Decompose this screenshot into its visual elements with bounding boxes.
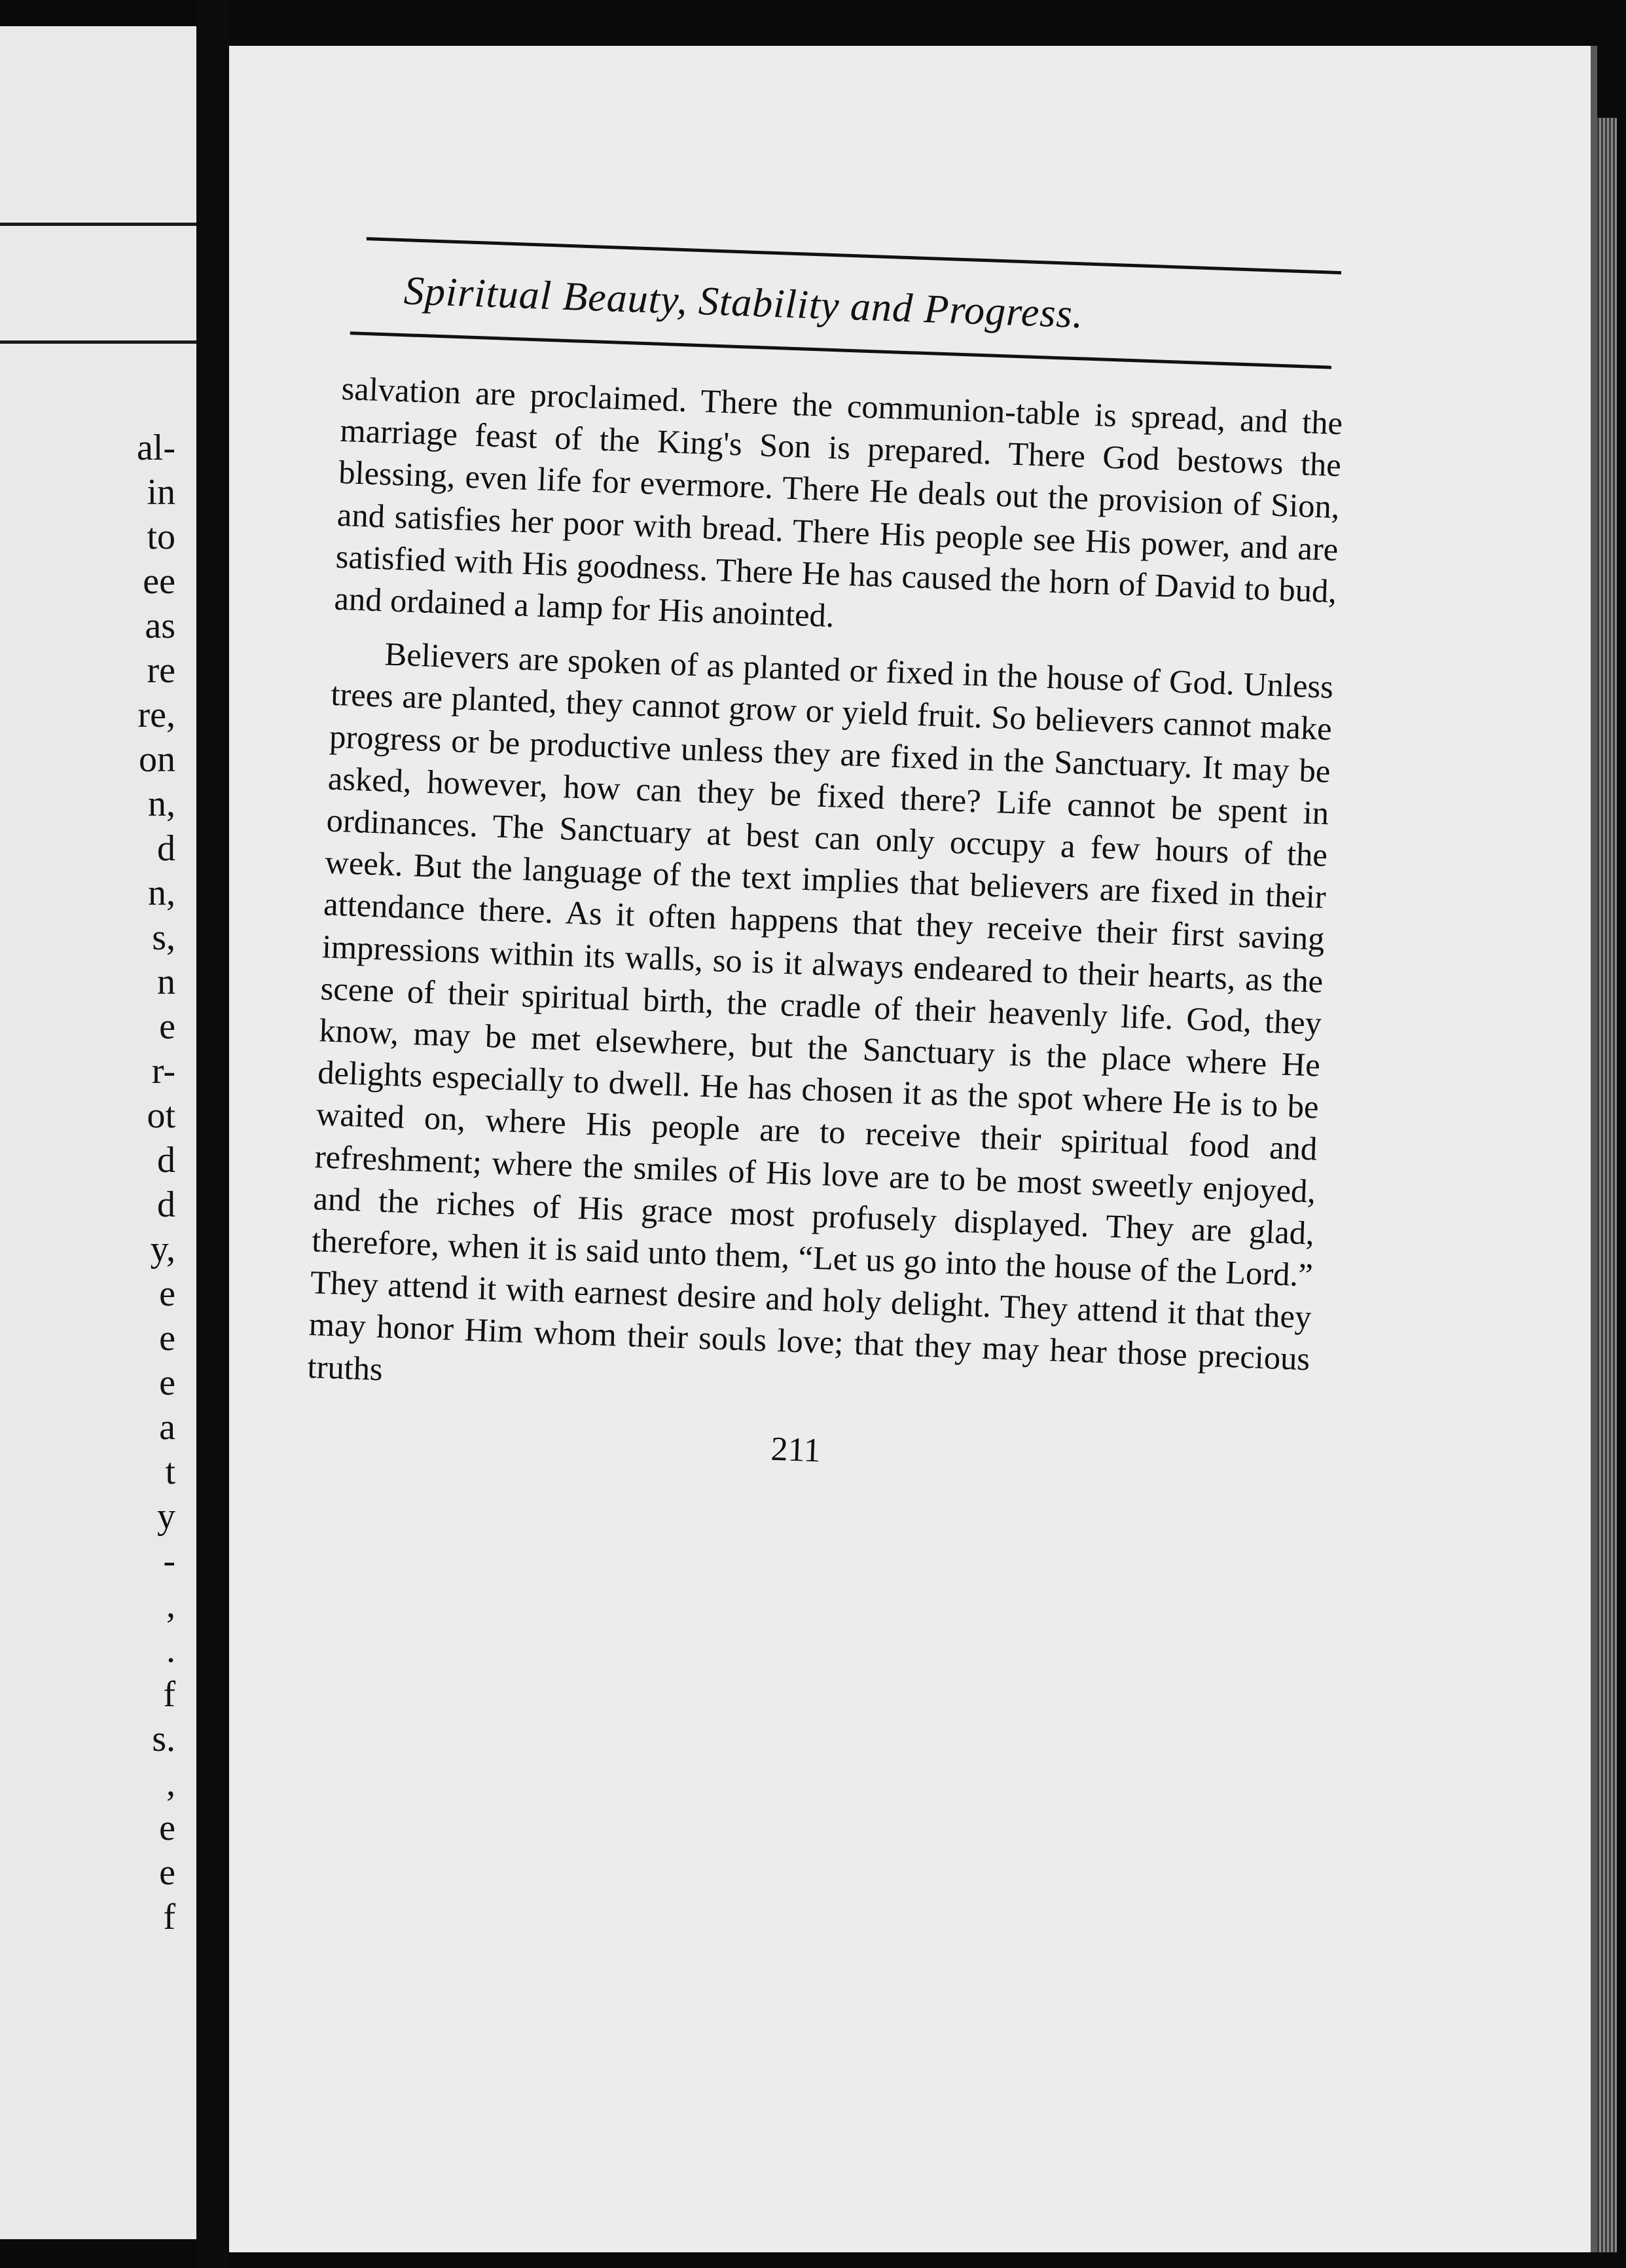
previous-page-fragment: n, <box>148 873 175 913</box>
previous-page-fragment: as <box>145 606 175 646</box>
previous-page-fragment: re, <box>137 695 175 735</box>
page-number: 211 <box>770 1430 822 1470</box>
previous-page-fragment: r- <box>151 1051 175 1091</box>
page-content <box>285 236 1348 1488</box>
previous-page-fragment: s, <box>152 917 175 958</box>
previous-page-strip <box>0 26 196 2239</box>
body-text <box>287 367 1343 1422</box>
page-edges <box>1597 118 1617 2252</box>
previous-page-fragment: al- <box>136 428 175 468</box>
previous-page-fragment: , <box>166 1763 175 1804</box>
previous-page-fragment: e <box>159 1006 175 1047</box>
running-head: Spiritual Beauty, Stability and Progress. <box>403 268 1085 337</box>
previous-page-line-endings <box>71 426 175 1939</box>
paragraph-believers: Believers are spoken of as planted or fixed in the house of God. Unless trees are planted, they cannot grow or yield fruit. So believers cannot make progress or be productive unless they are fixed in the Sanctuary. It may be asked, however, how can they be fixed there? Life cannot be spent in ordinances. The Sanctuary at best can only occupy a few hours of the week. But the language of the text implies that believers are fixed in their attendance there. As it often happens that they receive their first saving impressions within its walls, so is it always endeared to their hearts, as the scene of their spiritual birth, the cradle of their heavenly life. God, they know, may be met elsewhere, but the Sanctuary is the place where He delights especially to dwell. He has chosen it as the spot where He is to be waited on, where His people are to receive their spiritual food and refreshment; where the smiles of His love are to be most sweetly enjoyed, and the riches of His grace most profusely displayed. They are glad, therefore, when it is said unto them, “Let us go into the house of the Lord.” They attend it with earnest desire and holy delight. They attend it that they may honor Him whom their souls love; that they may hear those precious truths <box>306 635 1334 1387</box>
previous-page-fragment: f <box>163 1674 175 1715</box>
paragraph-continuation: salvation are proclaimed. There the communion-table is spread, and the marriage feast of the King's Son is prepared. There God bestows the blessing, even life for evermore. There He deals out the provision of Sion, and satisfies her poor with bread. There His people see His power, and are satisfied with His goodness. There He has caused the horn of David to bud, and ordained a lamp for His anointed. <box>333 369 1343 634</box>
previous-page-fragment: d <box>157 1140 175 1180</box>
previous-page-fragment: e <box>159 1363 175 1403</box>
previous-page-fragment: to <box>147 517 175 557</box>
previous-page-fragment: d <box>157 1184 175 1225</box>
previous-page-fragment: on <box>139 739 175 780</box>
previous-page-fragment: y <box>157 1496 175 1537</box>
previous-page-fragment: . <box>166 1630 175 1670</box>
previous-page-fragment: f <box>163 1897 175 1937</box>
previous-page-fragment: re <box>147 650 175 691</box>
previous-page-rule-top <box>0 223 196 226</box>
previous-page-fragment: ot <box>147 1095 175 1136</box>
previous-page-fragment: n, <box>148 784 175 824</box>
previous-page-fragment: - <box>163 1541 175 1581</box>
previous-page-fragment: e <box>159 1852 175 1893</box>
previous-page-fragment: d <box>157 828 175 869</box>
previous-page-fragment: e <box>159 1273 175 1314</box>
previous-page-fragment: t <box>165 1452 175 1492</box>
previous-page-fragment: ee <box>143 561 175 602</box>
previous-page-fragment: s. <box>152 1719 175 1759</box>
previous-page-fragment: n <box>157 962 175 1002</box>
previous-page-fragment: e <box>159 1318 175 1359</box>
book-gutter <box>196 0 229 2268</box>
previous-page-fragment: a <box>159 1407 175 1448</box>
previous-page-fragment: y, <box>150 1229 175 1270</box>
previous-page-fragment: e <box>159 1808 175 1848</box>
previous-page-rule-bottom <box>0 340 196 344</box>
previous-page-fragment: in <box>147 472 175 513</box>
previous-page-fragment: , <box>166 1585 175 1626</box>
